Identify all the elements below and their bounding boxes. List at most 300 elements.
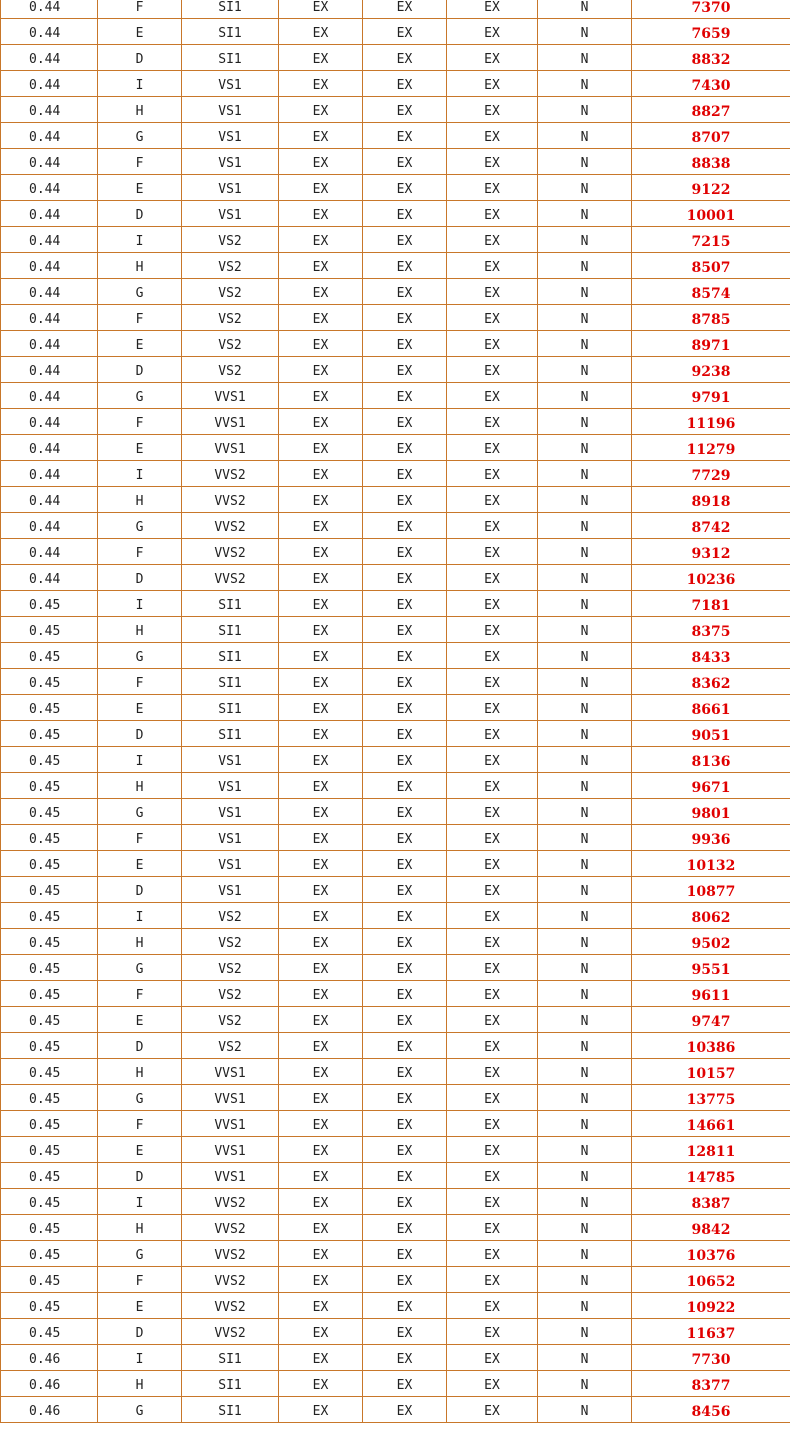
fluorescence-cell: N — [538, 435, 632, 461]
fluorescence-cell: N — [538, 97, 632, 123]
cut-cell: EX — [279, 1137, 363, 1163]
table-row — [1, 669, 790, 695]
symmetry-cell: EX — [447, 1293, 538, 1319]
table-row — [1, 695, 790, 721]
cut-cell: EX — [279, 1241, 363, 1267]
clarity-cell: VVS2 — [182, 1215, 279, 1241]
cut-cell: EX — [279, 1059, 363, 1085]
clarity-cell: VS2 — [182, 955, 279, 981]
fluorescence-cell: N — [538, 617, 632, 643]
polish-cell: EX — [363, 19, 447, 45]
carat-cell: 0.45 — [1, 1293, 98, 1319]
color-cell: E — [98, 1137, 182, 1163]
polish-cell: EX — [363, 1267, 447, 1293]
cut-cell: EX — [279, 435, 363, 461]
symmetry-cell: EX — [447, 773, 538, 799]
price-cell: 13775 — [632, 1085, 790, 1111]
clarity-cell: VVS2 — [182, 461, 279, 487]
color-cell: G — [98, 643, 182, 669]
polish-cell: EX — [363, 669, 447, 695]
table-row — [1, 565, 790, 591]
fluorescence-cell: N — [538, 513, 632, 539]
symmetry-cell: EX — [447, 409, 538, 435]
clarity-cell: VS1 — [182, 747, 279, 773]
polish-cell: EX — [363, 71, 447, 97]
polish-cell: EX — [363, 721, 447, 747]
table-row — [1, 1319, 790, 1345]
polish-cell: EX — [363, 123, 447, 149]
clarity-cell: SI1 — [182, 0, 279, 19]
carat-cell: 0.45 — [1, 851, 98, 877]
price-cell: 8136 — [632, 747, 790, 773]
carat-cell: 0.44 — [1, 149, 98, 175]
fluorescence-cell: N — [538, 1059, 632, 1085]
cut-cell: EX — [279, 903, 363, 929]
price-cell: 8832 — [632, 45, 790, 71]
carat-cell: 0.44 — [1, 71, 98, 97]
polish-cell: EX — [363, 1371, 447, 1397]
color-cell: D — [98, 721, 182, 747]
clarity-cell: VS1 — [182, 851, 279, 877]
fluorescence-cell: N — [538, 929, 632, 955]
color-cell: H — [98, 617, 182, 643]
clarity-cell: VS2 — [182, 253, 279, 279]
cut-cell: EX — [279, 747, 363, 773]
color-cell: E — [98, 19, 182, 45]
carat-cell: 0.45 — [1, 669, 98, 695]
color-cell: G — [98, 513, 182, 539]
carat-cell: 0.46 — [1, 1397, 98, 1423]
table-row — [1, 1059, 790, 1085]
fluorescence-cell: N — [538, 123, 632, 149]
cut-cell: EX — [279, 383, 363, 409]
polish-cell: EX — [363, 45, 447, 71]
clarity-cell: VVS1 — [182, 383, 279, 409]
symmetry-cell: EX — [447, 1241, 538, 1267]
polish-cell: EX — [363, 825, 447, 851]
table-row — [1, 0, 790, 19]
price-cell: 8838 — [632, 149, 790, 175]
symmetry-cell: EX — [447, 1371, 538, 1397]
cut-cell: EX — [279, 955, 363, 981]
cut-cell: EX — [279, 357, 363, 383]
clarity-cell: VS2 — [182, 357, 279, 383]
carat-cell: 0.45 — [1, 721, 98, 747]
carat-cell: 0.45 — [1, 929, 98, 955]
clarity-cell: VS1 — [182, 825, 279, 851]
table-row — [1, 1033, 790, 1059]
table-row — [1, 929, 790, 955]
clarity-cell: SI1 — [182, 721, 279, 747]
color-cell: F — [98, 669, 182, 695]
fluorescence-cell: N — [538, 955, 632, 981]
table-row — [1, 1215, 790, 1241]
carat-cell: 0.44 — [1, 97, 98, 123]
color-cell: F — [98, 981, 182, 1007]
polish-cell: EX — [363, 305, 447, 331]
price-cell: 10877 — [632, 877, 790, 903]
polish-cell: EX — [363, 1397, 447, 1423]
clarity-cell: VS1 — [182, 97, 279, 123]
polish-cell: EX — [363, 1137, 447, 1163]
cut-cell: EX — [279, 617, 363, 643]
polish-cell: EX — [363, 0, 447, 19]
color-cell: H — [98, 253, 182, 279]
table-row — [1, 1241, 790, 1267]
cut-cell: EX — [279, 227, 363, 253]
carat-cell: 0.45 — [1, 591, 98, 617]
carat-cell: 0.44 — [1, 383, 98, 409]
table-row — [1, 487, 790, 513]
polish-cell: EX — [363, 513, 447, 539]
price-cell: 8661 — [632, 695, 790, 721]
price-cell: 8507 — [632, 253, 790, 279]
color-cell: H — [98, 1059, 182, 1085]
table-row — [1, 1189, 790, 1215]
price-cell: 9238 — [632, 357, 790, 383]
carat-cell: 0.44 — [1, 201, 98, 227]
color-cell: I — [98, 747, 182, 773]
fluorescence-cell: N — [538, 695, 632, 721]
carat-cell: 0.44 — [1, 253, 98, 279]
carat-cell: 0.45 — [1, 1241, 98, 1267]
color-cell: E — [98, 175, 182, 201]
symmetry-cell: EX — [447, 45, 538, 71]
polish-cell: EX — [363, 565, 447, 591]
clarity-cell: VS2 — [182, 279, 279, 305]
symmetry-cell: EX — [447, 253, 538, 279]
clarity-cell: VVS1 — [182, 1085, 279, 1111]
polish-cell: EX — [363, 1189, 447, 1215]
symmetry-cell: EX — [447, 955, 538, 981]
carat-cell: 0.45 — [1, 1163, 98, 1189]
price-cell: 8387 — [632, 1189, 790, 1215]
color-cell: G — [98, 383, 182, 409]
fluorescence-cell: N — [538, 409, 632, 435]
fluorescence-cell: N — [538, 227, 632, 253]
symmetry-cell: EX — [447, 643, 538, 669]
clarity-cell: SI1 — [182, 591, 279, 617]
cut-cell: EX — [279, 1397, 363, 1423]
price-cell: 10132 — [632, 851, 790, 877]
carat-cell: 0.45 — [1, 825, 98, 851]
polish-cell: EX — [363, 253, 447, 279]
polish-cell: EX — [363, 279, 447, 305]
color-cell: G — [98, 799, 182, 825]
clarity-cell: VVS1 — [182, 409, 279, 435]
fluorescence-cell: N — [538, 1397, 632, 1423]
polish-cell: EX — [363, 97, 447, 123]
fluorescence-cell: N — [538, 981, 632, 1007]
symmetry-cell: EX — [447, 461, 538, 487]
polish-cell: EX — [363, 1111, 447, 1137]
carat-cell: 0.44 — [1, 19, 98, 45]
price-cell: 11196 — [632, 409, 790, 435]
symmetry-cell: EX — [447, 981, 538, 1007]
symmetry-cell: EX — [447, 1007, 538, 1033]
cut-cell: EX — [279, 487, 363, 513]
table-row — [1, 279, 790, 305]
cut-cell: EX — [279, 721, 363, 747]
color-cell: E — [98, 695, 182, 721]
carat-cell: 0.45 — [1, 695, 98, 721]
table-row — [1, 721, 790, 747]
carat-cell: 0.45 — [1, 1085, 98, 1111]
clarity-cell: SI1 — [182, 45, 279, 71]
fluorescence-cell: N — [538, 643, 632, 669]
clarity-cell: VS1 — [182, 71, 279, 97]
clarity-cell: VVS2 — [182, 539, 279, 565]
table-row — [1, 201, 790, 227]
table-row — [1, 903, 790, 929]
carat-cell: 0.45 — [1, 747, 98, 773]
price-cell: 10001 — [632, 201, 790, 227]
cut-cell: EX — [279, 331, 363, 357]
fluorescence-cell: N — [538, 1241, 632, 1267]
symmetry-cell: EX — [447, 1319, 538, 1345]
cut-cell: EX — [279, 201, 363, 227]
color-cell: H — [98, 773, 182, 799]
clarity-cell: VVS2 — [182, 1267, 279, 1293]
color-cell: H — [98, 1215, 182, 1241]
color-cell: G — [98, 955, 182, 981]
color-cell: D — [98, 1033, 182, 1059]
price-cell: 8377 — [632, 1371, 790, 1397]
clarity-cell: VS2 — [182, 331, 279, 357]
table-row — [1, 1163, 790, 1189]
symmetry-cell: EX — [447, 1345, 538, 1371]
cut-cell: EX — [279, 513, 363, 539]
polish-cell: EX — [363, 747, 447, 773]
polish-cell: EX — [363, 201, 447, 227]
table-row — [1, 123, 790, 149]
cut-cell: EX — [279, 461, 363, 487]
price-cell: 10386 — [632, 1033, 790, 1059]
price-cell: 11279 — [632, 435, 790, 461]
color-cell: D — [98, 45, 182, 71]
fluorescence-cell: N — [538, 1137, 632, 1163]
polish-cell: EX — [363, 1345, 447, 1371]
clarity-cell: SI1 — [182, 1345, 279, 1371]
symmetry-cell: EX — [447, 513, 538, 539]
price-cell: 8433 — [632, 643, 790, 669]
table-row — [1, 149, 790, 175]
cut-cell: EX — [279, 565, 363, 591]
clarity-cell: VVS1 — [182, 1137, 279, 1163]
cut-cell: EX — [279, 695, 363, 721]
polish-cell: EX — [363, 591, 447, 617]
symmetry-cell: EX — [447, 1267, 538, 1293]
price-cell: 7659 — [632, 19, 790, 45]
price-cell: 7215 — [632, 227, 790, 253]
color-cell: G — [98, 123, 182, 149]
symmetry-cell: EX — [447, 357, 538, 383]
table-row — [1, 1085, 790, 1111]
clarity-cell: VVS1 — [182, 435, 279, 461]
carat-cell: 0.44 — [1, 461, 98, 487]
table-row — [1, 97, 790, 123]
symmetry-cell: EX — [447, 877, 538, 903]
price-cell: 8362 — [632, 669, 790, 695]
fluorescence-cell: N — [538, 1215, 632, 1241]
fluorescence-cell: N — [538, 253, 632, 279]
carat-cell: 0.45 — [1, 773, 98, 799]
carat-cell: 0.44 — [1, 0, 98, 19]
polish-cell: EX — [363, 1293, 447, 1319]
polish-cell: EX — [363, 903, 447, 929]
table-row — [1, 227, 790, 253]
table-row — [1, 591, 790, 617]
clarity-cell: SI1 — [182, 695, 279, 721]
price-cell: 9747 — [632, 1007, 790, 1033]
price-cell: 9551 — [632, 955, 790, 981]
symmetry-cell: EX — [447, 929, 538, 955]
carat-cell: 0.46 — [1, 1371, 98, 1397]
cut-cell: EX — [279, 97, 363, 123]
symmetry-cell: EX — [447, 695, 538, 721]
carat-cell: 0.44 — [1, 487, 98, 513]
fluorescence-cell: N — [538, 149, 632, 175]
cut-cell: EX — [279, 591, 363, 617]
price-cell: 8827 — [632, 97, 790, 123]
price-cell: 11637 — [632, 1319, 790, 1345]
fluorescence-cell: N — [538, 0, 632, 19]
carat-cell: 0.44 — [1, 305, 98, 331]
fluorescence-cell: N — [538, 487, 632, 513]
clarity-cell: VS1 — [182, 773, 279, 799]
cut-cell: EX — [279, 305, 363, 331]
symmetry-cell: EX — [447, 851, 538, 877]
polish-cell: EX — [363, 643, 447, 669]
cut-cell: EX — [279, 123, 363, 149]
symmetry-cell: EX — [447, 1397, 538, 1423]
fluorescence-cell: N — [538, 305, 632, 331]
polish-cell: EX — [363, 1085, 447, 1111]
carat-cell: 0.45 — [1, 955, 98, 981]
polish-cell: EX — [363, 175, 447, 201]
cut-cell: EX — [279, 825, 363, 851]
carat-cell: 0.45 — [1, 1033, 98, 1059]
table-row — [1, 71, 790, 97]
symmetry-cell: EX — [447, 279, 538, 305]
fluorescence-cell: N — [538, 539, 632, 565]
price-cell: 9051 — [632, 721, 790, 747]
clarity-cell: VS2 — [182, 1033, 279, 1059]
fluorescence-cell: N — [538, 1371, 632, 1397]
price-cell: 7430 — [632, 71, 790, 97]
fluorescence-cell: N — [538, 1345, 632, 1371]
clarity-cell: VVS2 — [182, 1319, 279, 1345]
symmetry-cell: EX — [447, 799, 538, 825]
color-cell: E — [98, 331, 182, 357]
fluorescence-cell: N — [538, 357, 632, 383]
symmetry-cell: EX — [447, 0, 538, 19]
polish-cell: EX — [363, 539, 447, 565]
fluorescence-cell: N — [538, 851, 632, 877]
clarity-cell: VS1 — [182, 799, 279, 825]
polish-cell: EX — [363, 695, 447, 721]
cut-cell: EX — [279, 45, 363, 71]
polish-cell: EX — [363, 929, 447, 955]
clarity-cell: SI1 — [182, 669, 279, 695]
fluorescence-cell: N — [538, 331, 632, 357]
table-row — [1, 1293, 790, 1319]
symmetry-cell: EX — [447, 825, 538, 851]
carat-cell: 0.44 — [1, 175, 98, 201]
fluorescence-cell: N — [538, 877, 632, 903]
color-cell: D — [98, 565, 182, 591]
cut-cell: EX — [279, 1189, 363, 1215]
symmetry-cell: EX — [447, 383, 538, 409]
polish-cell: EX — [363, 435, 447, 461]
price-cell: 9611 — [632, 981, 790, 1007]
carat-cell: 0.45 — [1, 1215, 98, 1241]
fluorescence-cell: N — [538, 903, 632, 929]
carat-cell: 0.45 — [1, 1059, 98, 1085]
cut-cell: EX — [279, 149, 363, 175]
fluorescence-cell: N — [538, 591, 632, 617]
color-cell: D — [98, 1319, 182, 1345]
table-row — [1, 1137, 790, 1163]
color-cell: E — [98, 435, 182, 461]
polish-cell: EX — [363, 981, 447, 1007]
carat-cell: 0.45 — [1, 1267, 98, 1293]
color-cell: F — [98, 149, 182, 175]
polish-cell: EX — [363, 383, 447, 409]
symmetry-cell: EX — [447, 1059, 538, 1085]
fluorescence-cell: N — [538, 175, 632, 201]
fluorescence-cell: N — [538, 565, 632, 591]
color-cell: G — [98, 1085, 182, 1111]
fluorescence-cell: N — [538, 773, 632, 799]
clarity-cell: VS2 — [182, 981, 279, 1007]
symmetry-cell: EX — [447, 1215, 538, 1241]
polish-cell: EX — [363, 409, 447, 435]
cut-cell: EX — [279, 175, 363, 201]
clarity-cell: VS1 — [182, 175, 279, 201]
price-cell: 7729 — [632, 461, 790, 487]
carat-cell: 0.45 — [1, 1319, 98, 1345]
clarity-cell: VVS1 — [182, 1059, 279, 1085]
fluorescence-cell: N — [538, 45, 632, 71]
color-cell: E — [98, 851, 182, 877]
price-cell: 10376 — [632, 1241, 790, 1267]
polish-cell: EX — [363, 1163, 447, 1189]
symmetry-cell: EX — [447, 903, 538, 929]
clarity-cell: SI1 — [182, 1397, 279, 1423]
price-cell: 8971 — [632, 331, 790, 357]
clarity-cell: VVS2 — [182, 565, 279, 591]
price-cell: 7370 — [632, 0, 790, 19]
carat-cell: 0.45 — [1, 903, 98, 929]
clarity-cell: VVS2 — [182, 513, 279, 539]
table-row — [1, 1345, 790, 1371]
table-row — [1, 1397, 790, 1423]
clarity-cell: VS2 — [182, 227, 279, 253]
table-row — [1, 1111, 790, 1137]
symmetry-cell: EX — [447, 19, 538, 45]
symmetry-cell: EX — [447, 487, 538, 513]
table-row — [1, 435, 790, 461]
table-row — [1, 383, 790, 409]
polish-cell: EX — [363, 331, 447, 357]
color-cell: H — [98, 929, 182, 955]
symmetry-cell: EX — [447, 1111, 538, 1137]
clarity-cell: VS1 — [182, 149, 279, 175]
cut-cell: EX — [279, 71, 363, 97]
symmetry-cell: EX — [447, 97, 538, 123]
fluorescence-cell: N — [538, 1267, 632, 1293]
